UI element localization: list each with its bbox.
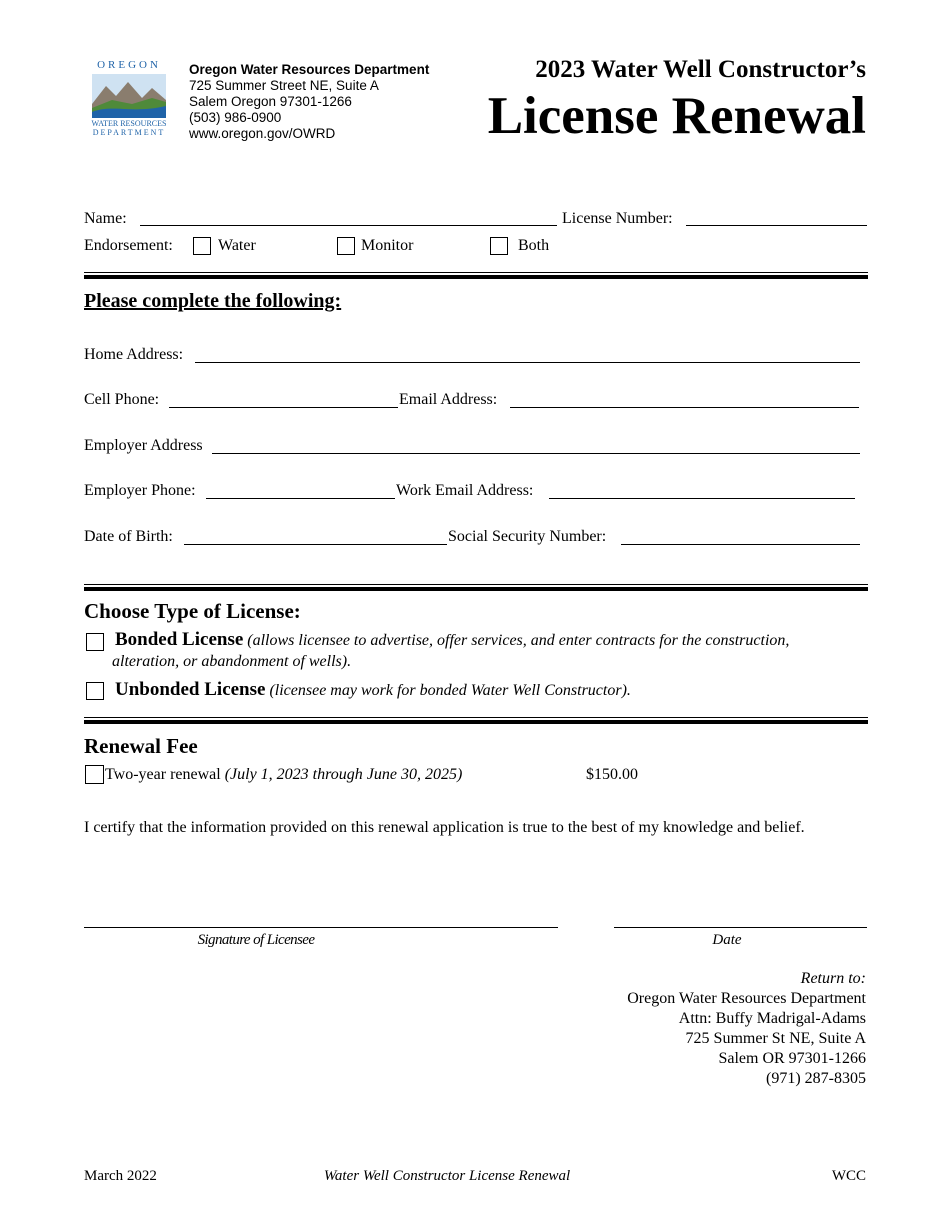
endorsement-water-checkbox[interactable] xyxy=(193,237,211,255)
logo-bottom-text-1: WATER RESOURCES xyxy=(91,119,167,128)
dob-field[interactable] xyxy=(184,544,447,545)
divider xyxy=(84,584,868,585)
employer-address-label: Employer Address xyxy=(84,437,203,454)
date-label: Date xyxy=(712,932,742,948)
renewal-fee-amount: $150.00 xyxy=(586,766,638,783)
owrd-logo xyxy=(88,58,170,138)
endorsement-both-checkbox[interactable] xyxy=(490,237,508,255)
unbonded-license-checkbox[interactable] xyxy=(86,682,104,700)
bonded-license-checkbox[interactable] xyxy=(86,633,104,651)
return-to-line-2: Attn: Buffy Madrigal-Adams xyxy=(678,1010,866,1027)
footer-date: March 2022 xyxy=(84,1168,157,1184)
two-year-renewal-checkbox[interactable] xyxy=(85,765,104,784)
divider xyxy=(84,720,868,724)
signature-field[interactable] xyxy=(84,927,558,928)
divider xyxy=(84,587,868,591)
return-to-line-1: Oregon Water Resources Department xyxy=(627,990,866,1007)
section-heading-license-type: Choose Type of License: xyxy=(84,599,301,623)
return-to-block xyxy=(627,969,866,1089)
footer-code: WCC xyxy=(831,1168,866,1184)
return-to-line-4: Salem OR 97301-1266 xyxy=(718,1050,866,1067)
employer-phone-field[interactable] xyxy=(206,498,395,499)
home-address-field[interactable] xyxy=(195,362,860,363)
landscape-icon xyxy=(92,74,166,118)
work-email-label: Work Email Address: xyxy=(396,482,534,499)
endorsement-monitor-label: Monitor xyxy=(361,237,414,254)
work-email-field[interactable] xyxy=(549,498,855,499)
divider xyxy=(84,272,868,273)
bonded-license-desc: (allows licensee to advertise, offer services, and enter contracts for the construction, xyxy=(247,632,790,649)
email-label: Email Address: xyxy=(399,391,498,408)
return-to-label: Return to: xyxy=(800,970,866,987)
two-year-renewal-label: Two-year renewal xyxy=(105,766,221,783)
endorsement-monitor-checkbox[interactable] xyxy=(337,237,355,255)
unbonded-license-title: Unbonded License xyxy=(115,679,266,700)
renewal-period: (July 1, 2023 through June 30, 2025) xyxy=(224,766,463,783)
divider xyxy=(84,275,868,279)
email-field[interactable] xyxy=(510,407,859,408)
agency-name: Oregon Water Resources Department xyxy=(189,62,430,77)
section-heading-complete: Please complete the following: xyxy=(84,290,342,312)
title-line-1: 2023 Water Well Constructor’s xyxy=(535,56,866,83)
two-year-renewal-text xyxy=(105,765,462,785)
name-label: Name: xyxy=(84,210,127,227)
ssn-label: Social Security Number: xyxy=(448,528,607,545)
bonded-license-desc-cont: alteration, or abandonment of wells). xyxy=(112,653,352,670)
section-heading-renewal-fee: Renewal Fee xyxy=(84,734,198,758)
dob-label: Date of Birth: xyxy=(84,528,173,545)
divider xyxy=(84,717,868,718)
certification-statement: I certify that the information provided on this renewal application is true to the best of my knowledge and belief. xyxy=(84,819,805,836)
agency-website: www.oregon.gov/OWRD xyxy=(189,126,336,141)
logo-bottom-text-2: DEPARTMENT xyxy=(92,128,166,137)
employer-address-field[interactable] xyxy=(212,453,860,454)
endorsement-both-label: Both xyxy=(518,237,550,254)
return-to-line-3: 725 Summer St NE, Suite A xyxy=(685,1030,866,1047)
signature-label: Signature of Licensee xyxy=(197,932,315,948)
footer-title: Water Well Constructor License Renewal xyxy=(323,1168,571,1184)
bonded-license-text xyxy=(115,630,855,651)
cell-phone-field[interactable] xyxy=(169,407,398,408)
logo-top-text: OREGON xyxy=(97,59,161,71)
endorsement-water-label: Water xyxy=(218,237,256,254)
cell-phone-label: Cell Phone: xyxy=(84,391,160,408)
agency-phone: (503) 986-0900 xyxy=(189,110,282,125)
agency-block xyxy=(189,62,429,142)
return-to-line-5: (971) 287-8305 xyxy=(766,1070,866,1087)
endorsement-label: Endorsement: xyxy=(84,237,173,254)
agency-address-2: Salem Oregon 97301-1266 xyxy=(189,94,352,109)
bonded-license-title: Bonded License xyxy=(115,629,244,650)
employer-phone-label: Employer Phone: xyxy=(84,482,196,499)
page-title: License Renewal xyxy=(487,87,866,145)
license-number-field[interactable] xyxy=(686,225,867,226)
license-number-label: License Number: xyxy=(562,210,673,227)
home-address-label: Home Address: xyxy=(84,346,184,363)
unbonded-license-text xyxy=(115,679,631,702)
unbonded-license-desc: (licensee may work for bonded Water Well Constructor). xyxy=(269,682,631,699)
name-field[interactable] xyxy=(140,225,557,226)
agency-address-1: 725 Summer Street NE, Suite A xyxy=(189,78,379,93)
date-field[interactable] xyxy=(614,927,867,928)
ssn-field[interactable] xyxy=(621,544,860,545)
